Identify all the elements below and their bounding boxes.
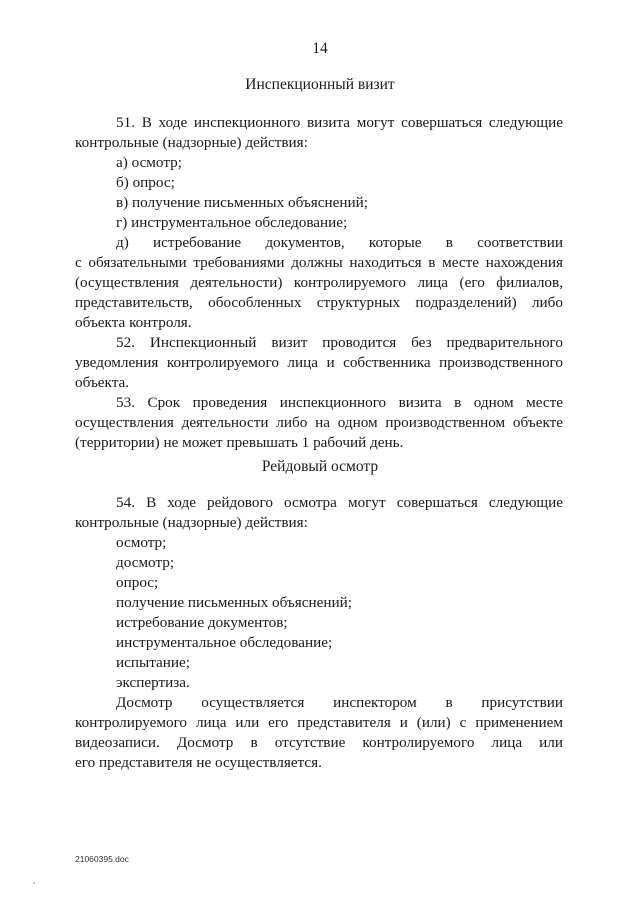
text-line: видеозаписи. Досмотр в отсутствие контролируемого лица или xyxy=(75,734,563,751)
text-line: контролируемого лица или его представителя и (или) с применением xyxy=(75,714,563,731)
text-line: контрольные (надзорные) действия: xyxy=(75,134,308,151)
scan-edge-mark xyxy=(33,882,35,884)
list-item: инструментальное обследование; xyxy=(116,634,333,651)
section-heading-inspection-visit: Инспекционный визит xyxy=(245,76,395,93)
section-body-raid-inspection xyxy=(75,493,563,773)
list-item: истребование документов; xyxy=(116,614,288,631)
text-line: объекта контроля. xyxy=(75,314,192,331)
list-item: а) осмотр; xyxy=(116,154,182,171)
text-line: 54. В ходе рейдового осмотра могут совершаться следующие xyxy=(116,494,563,511)
text-line: его представителя не осуществляется. xyxy=(75,754,322,771)
text-line: 51. В ходе инспекционного визита могут совершаться следующие xyxy=(116,114,563,131)
text-line: (территории) не может превышать 1 рабочий день. xyxy=(75,434,404,451)
footer-document-code: 21060395.doc xyxy=(75,854,129,864)
list-item: опрос; xyxy=(116,574,159,591)
text-line: с обязательными требованиями должны находиться в месте нахождения xyxy=(75,254,563,271)
section-body-inspection-visit xyxy=(75,113,563,453)
text-line: (осуществления деятельности) контролируемого лица (его филиалов, xyxy=(75,274,563,291)
list-item: в) получение письменных объяснений; xyxy=(116,194,369,211)
text-line: Досмотр осуществляется инспектором в присутствии xyxy=(116,694,563,711)
list-item: испытание; xyxy=(116,654,190,671)
text-line: осуществления деятельности либо на одном производственном объекте xyxy=(75,414,563,431)
list-item: б) опрос; xyxy=(116,174,175,191)
text-line: 53. Срок проведения инспекционного визита в одном месте xyxy=(116,394,563,411)
text-line: уведомления контролируемого лица и собственника производственного xyxy=(75,354,563,371)
list-item: осмотр; xyxy=(116,534,167,551)
list-item: г) инструментальное обследование; xyxy=(116,214,348,231)
list-item: досмотр; xyxy=(116,554,175,571)
list-item: д) истребование документов, которые в соответствии xyxy=(116,234,563,251)
text-line: объекта. xyxy=(75,374,130,391)
text-line: представительств, обособленных структурных подразделений) либо xyxy=(75,294,563,311)
section-heading-raid-inspection: Рейдовый осмотр xyxy=(261,458,379,475)
list-item: получение письменных объяснений; xyxy=(116,594,352,611)
page-number: 14 xyxy=(312,40,328,57)
list-item: экспертиза. xyxy=(116,674,190,691)
text-line: контрольные (надзорные) действия: xyxy=(75,514,308,531)
text-line: 52. Инспекционный визит проводится без предварительного xyxy=(116,334,563,351)
